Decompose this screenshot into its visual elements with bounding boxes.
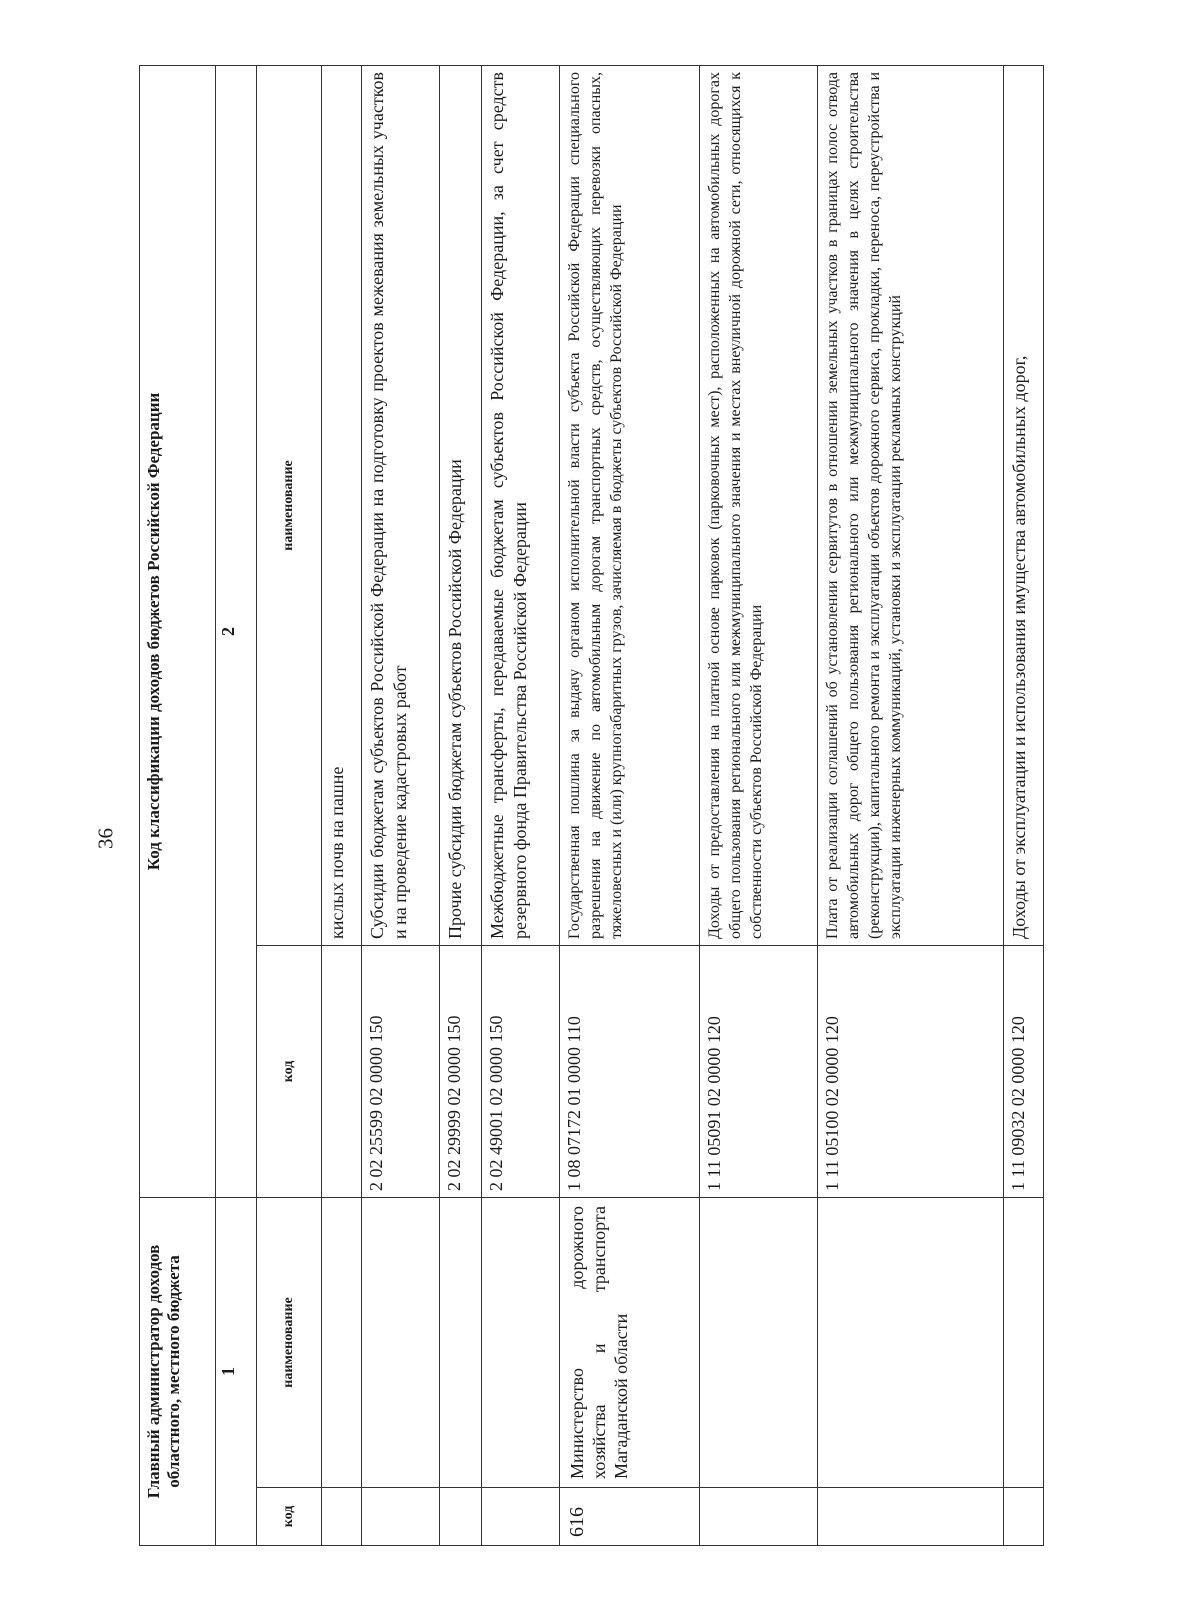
admin-code-cell — [700, 1488, 818, 1546]
code-cell: 1 11 05100 02 0000 120 — [818, 945, 1004, 1197]
table-row — [362, 65, 440, 1545]
admin-name-cell: Министерство дорожного хозяйства и транспорта Магаданской области — [560, 1197, 700, 1487]
table-row — [440, 65, 482, 1545]
admin-name-cell — [482, 1197, 560, 1487]
table-row — [700, 65, 818, 1545]
code-cell: 2 02 49001 02 0000 150 — [482, 945, 560, 1197]
admin-name-cell — [1004, 1197, 1044, 1487]
admin-code-cell: 616 — [560, 1488, 700, 1546]
name-cell: Прочие субсидии бюджетам субъектов Российской Федерации — [440, 65, 482, 945]
admin-name-cell — [440, 1197, 482, 1487]
admin-group-header: Главный администратор доходов областного, местного бюджета — [140, 1197, 216, 1545]
admin-name-header: наименование — [257, 1197, 322, 1487]
classification-group-header: Код классификации доходов бюджетов Российской Федерации — [140, 65, 216, 1197]
admin-name-cell — [362, 1197, 440, 1487]
table-row — [322, 65, 362, 1545]
code-cell: 2 02 29999 02 0000 150 — [440, 945, 482, 1197]
table-row — [560, 65, 700, 1545]
code-cell: 1 11 09032 02 0000 120 — [1004, 945, 1044, 1197]
code-header: код — [257, 945, 322, 1197]
code-cell: 2 02 25599 02 0000 150 — [362, 945, 440, 1197]
name-cell: Доходы от предоставления на платной основе парковок (парковочных мест), расположенных на автомобильных дорогах общего пользования регионального или межмуниципального значения и местах внеуличной дорожной сети, относящихся к собственности субъектов Российской Федерации — [700, 65, 818, 945]
table-row — [818, 65, 1004, 1545]
page-number: 36 — [93, 828, 118, 849]
name-cell: Доходы от эксплуатации и использования имущества автомобильных дорог, — [1004, 65, 1044, 945]
admin-code-cell — [362, 1488, 440, 1546]
revenue-classification-table — [139, 65, 1044, 1546]
admin-code-cell — [818, 1488, 1004, 1546]
column-number-2: 2 — [216, 65, 257, 1197]
name-cell: кислых почв на пашне — [322, 65, 362, 945]
name-header: наименование — [257, 65, 322, 945]
admin-code-cell — [1004, 1488, 1044, 1546]
name-cell: Государственная пошлина за выдачу органом исполнительной власти субъекта Российской Федерации специального разрешения на движение по автомобильным дорогам транспортных средств, осуществляющих перевозки опасных, тяжеловесных и (или) крупногабаритных грузов, зачисляемая в бюджеты субъектов Российской Федерации — [560, 65, 700, 945]
code-cell: 1 11 05091 02 0000 120 — [700, 945, 818, 1197]
admin-code-cell — [440, 1488, 482, 1546]
name-cell: Субсидии бюджетам субъектов Российской Федерации на подготовку проектов межевания земельных участков и на проведение кадастровых работ — [362, 65, 440, 945]
admin-code-header: код — [257, 1488, 322, 1546]
admin-name-cell — [322, 1197, 362, 1487]
code-cell: 1 08 07172 01 0000 110 — [560, 945, 700, 1197]
table-row — [482, 65, 560, 1545]
admin-code-cell — [482, 1488, 560, 1546]
code-cell — [322, 945, 362, 1197]
name-cell: Межбюджетные трансферты, передаваемые бюджетам субъектов Российской Федерации, за счет средств резервного фонда Правительства Российской Федерации — [482, 65, 560, 945]
admin-name-cell — [818, 1197, 1004, 1487]
name-cell: Плата от реализации соглашений об установлении сервитутов в отношении земельных участков в границах полос отвода автомобильных дорог общего пользования регионального или межмуниципального значения в целях строительства (реконструкции), капитального ремонта и эксплуатации объектов дорожного сервиса, прокладки, переноса, переустройства и эксплуатации инженерных коммуникаций, установки и эксплуатации рекламных конструкций — [818, 65, 1004, 945]
table-row — [1004, 65, 1044, 1545]
admin-code-cell — [322, 1488, 362, 1546]
column-number-1: 1 — [216, 1197, 257, 1545]
rotated-table-container — [139, 66, 1069, 1546]
admin-name-cell — [700, 1197, 818, 1487]
